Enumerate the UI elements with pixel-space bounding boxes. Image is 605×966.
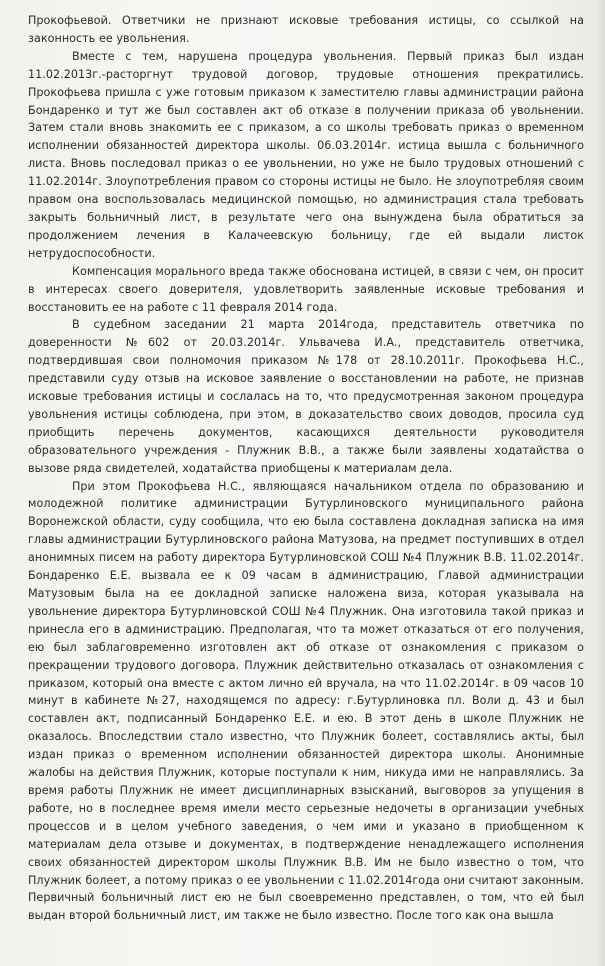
paragraph-court-session: В судебном заседании 21 марта 2014года, представитель ответчика по доверенности №602 от 20.03.2014г. Ульвачева И.А., представитель ответчика, подтвердившая свои полномочия приказом №178 от 28.10.2011г. Прокофьева Н.С., представили суду отзыв на исковое заявление о восстановлении на работе, не признав исковые требования истицы и сослалась на то, что предусмотренная законом процедура увольнения истицы соблюдена, при этом, в доказательство своих доводов, просила суд приобщить перечень документов, касающихся деятельности руководителя образовательного учреждения - Плужник В.В., а также были заявлены ходатайства о вызове ряда свидетелей, ходатайства приобщены к материалам дела. (28, 318, 584, 475)
page-edge-shadow (595, 0, 605, 966)
document-body (28, 12, 584, 925)
paragraph-procedure-violation: Вместе с тем, нарушена процедура увольнения. Первый приказ был издан 11.02.2013г.-расторгнут трудовой договор, трудовые отношения прекратились. Прокофьева пришла с уже готовым приказом к заместителю главы администрации района Бондаренко и тут же был составлен акт об отказе в получении приказа об увольнении. Затем стали вновь знакомить ее с приказом, а со школы требовать приказ о временном исполнении обязанностей директора школы. 06.03.2014г. истица вышла с больничного листа. Вновь последовал приказ о ее увольнении, но уже не было трудовых отношений с 11.02.2014г. Злоупотребления правом со стороны истицы не было. Не злоупотребляя своим правом она воспользовалась медицинской помощью, но администрация стала требовать закрыть больничный лист, в результате чего она вынуждена была обратиться за продолжением лечения в Калачеевскую больницу, где ей выдали листок нетрудоспособности. (28, 49, 584, 260)
paragraph-prokofieva-testimony: При этом Прокофьева Н.С., являющаяся начальником отдела по образованию и молодежной политике администрации Бутурлиновского муниципального района Воронежской области, суду сообщила, что ею была составлена докладная записка на имя главы администрации Бутурлиновского района Матузова, на предмет поступивших в отдел анонимных писем на работу директора Бутурлиновской СОШ №4 Плужник В.В. 11.02.2014г. Бондаренко Е.Е. вызвала ее к 09 часам в администрацию, Главой администрации Матузовым была на ее докладной записке наложена виза, которая указывала на увольнение директора Бутурлиновской СОШ №4 Плужник. Она изготовила такой приказ и принесла его в администрацию. Предполагая, что та может отказаться от его получения, ею был заблаговременно изготовлен акт об отказе от ознакомления с приказом о прекращении трудового договора. Плужник действительно отказалась от ознакомления с приказом, который она вместе с актом лично ей вручала, на что 11.02.2014г. в 09 часов 10 минут в кабинете №27, находящемся по адресу: г.Бутурлиновка пл. Воли д. 43 и был составлен акт, подписанный Бондаренко Е.Е. и ею. В этот день в школе Плужник не оказалось. Впоследствии стало известно, что Плужник болеет, составлялись акты, был издан приказ о временном исполнении обязанностей директора школы. Анонимные жалобы на действия Плужник, которые поступали к ним, никуда ими не направлялись. За время работы Плужник не имеет дисциплинарных взысканий, выговоров за упущения в работе, но в последнее время имели место серьезные недочеты в организации учебных процессов и в целом учебного заведения, о чем ими и указано в приобщенном к материалам дела отзыве и документах, в подтверждение ненадлежащего исполнения своих обязанностей директором школы Плужник В.В. Им не было известно о том, что Плужник болеет, а потому приказ о ее увольнении с 11.02.2014года они считают законным. Первичный больничный лист ею не был своевременно представлен, о том, что ей был выдан второй больничный лист, им также не было известно. После того как она вышла (28, 479, 584, 923)
paragraph-continuation: Прокофьевой. Ответчики не признают исковые требования истицы, со ссылкой на законность ее увольнения. (28, 14, 584, 45)
paragraph-moral-damage: Компенсация морального вреда также обоснована истицей, в связи с чем, он просит в интересах своего доверителя, удовлетворить заявленные исковые требования и восстановить ее на работе с 11 февраля 2014 года. (28, 264, 584, 314)
